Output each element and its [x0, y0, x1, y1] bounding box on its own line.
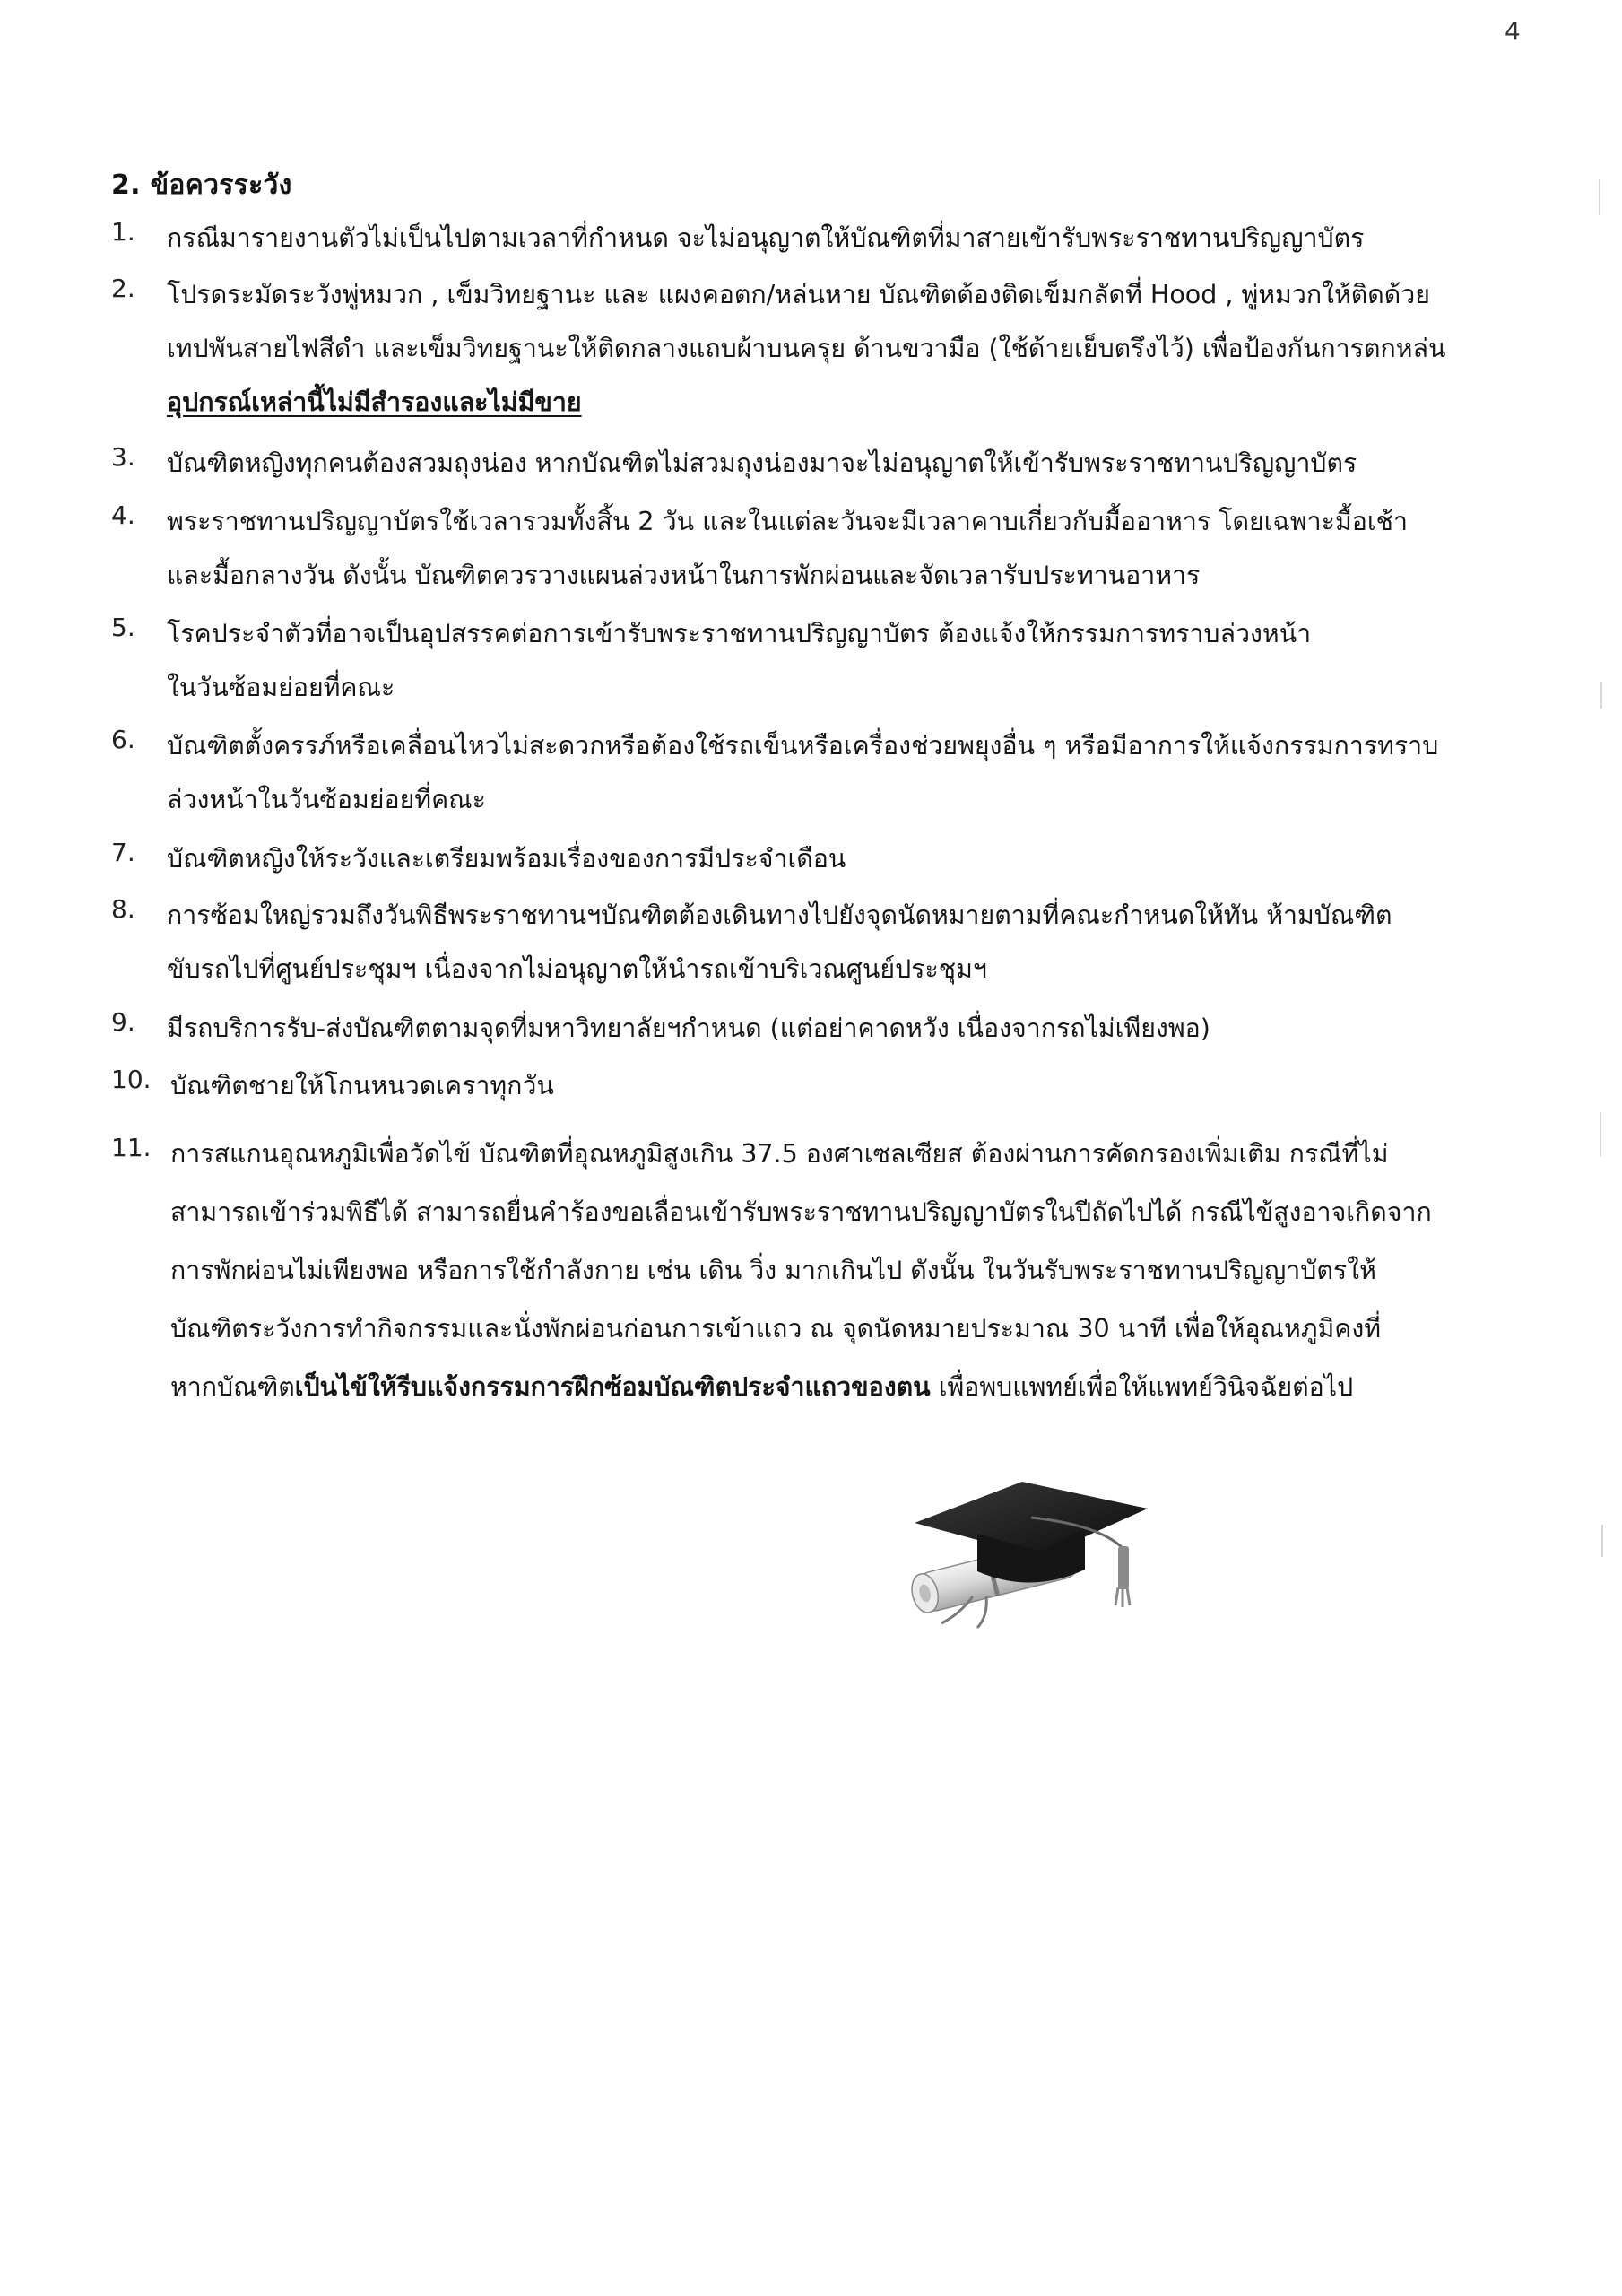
- item-text-pre: หากบัณฑิต: [170, 1372, 295, 1402]
- item-number: 3.: [111, 442, 135, 472]
- item-number: 11.: [111, 1133, 152, 1162]
- item-number: 1.: [111, 217, 135, 247]
- item-text: บัณฑิตตั้งครรภ์หรือเคลื่อนไหวไม่สะดวกหรือต้องใช้รถเข็นหรือเครื่องช่วยพยุงอื่น ๆ หรือมีอาการให้แจ้งกรรมการทราบ: [167, 731, 1439, 761]
- item-text: พระราชทานปริญญาบัตรใช้เวลารวมทั้งสิ้น 2 วัน และในแต่ละวันจะมีเวลาคาบเกี่ยวกับมื้ออาหาร โดยเฉพาะมื้อเช้า: [167, 507, 1408, 536]
- item-text: โปรดระมัดระวังพู่หมวก , เข็มวิทยฐานะ และ แผงคอตก/หล่นหาย บัณฑิตต้องติดเข็มกลัดที่ Hood , พู่หมวกให้ติดด้วย: [167, 280, 1431, 309]
- fever-report-emphasis: เป็นไข้ให้รีบแจ้งกรรมการฝึกซ้อมบัณฑิตประจำแถวของตน: [294, 1372, 931, 1402]
- item-text: บัณฑิตหญิงให้ระวังและเตรียมพร้อมเรื่องของการมีประจำเดือน: [167, 844, 846, 874]
- item-text: การสแกนอุณหภูมิเพื่อวัดไข้ บัณฑิตที่อุณหภูมิสูงเกิน 37.5 องศาเซลเซียส ต้องผ่านการคัดกรองเพิ่มเติม กรณีที่ไม่: [170, 1139, 1389, 1169]
- item-text: ขับรถไปที่ศูนย์ประชุมฯ เนื่องจากไม่อนุญาตให้นำรถเข้าบริเวณศูนย์ประชุมฯ: [167, 954, 987, 984]
- scan-artifact: [1601, 1525, 1603, 1557]
- item-number: 8.: [111, 894, 135, 924]
- item-text: การซ้อมใหญ่รวมถึงวันพิธีพระราชทานฯบัณฑิตต้องเดินทางไปยังจุดนัดหมายตามที่คณะกำหนดให้ทัน ห้ามบัณฑิต: [167, 900, 1392, 930]
- graduation-cap-diploma-icon: [888, 1471, 1157, 1632]
- item-text: สามารถเข้าร่วมพิธีได้ สามารถยื่นคำร้องขอเลื่อนเข้ารับพระราชทานปริญญาบัตรในปีถัดไปได้ กรณีไข้สูงอาจเกิดจาก: [170, 1197, 1432, 1227]
- item-text: ในวันซ้อมย่อยที่คณะ: [167, 673, 395, 702]
- item-text: ล่วงหน้าในวันซ้อมย่อยที่คณะ: [167, 785, 486, 814]
- item-text: บัณฑิตหญิงทุกคนต้องสวมถุงน่อง หากบัณฑิตไม่สวมถุงน่องมาจะไม่อนุญาตให้เข้ารับพระราชทานปริญญาบัตร: [167, 448, 1357, 478]
- item-number: 9.: [111, 1007, 135, 1037]
- item-text: โรคประจำตัวที่อาจเป็นอุปสรรคต่อการเข้ารับพระราชทานปริญญาบัตร ต้องแจ้งให้กรรมการทราบล่วงหน้า: [167, 619, 1312, 648]
- item-text: และมื้อกลางวัน ดังนั้น บัณฑิตควรวางแผนล่วงหน้าในการพักผ่อนและจัดเวลารับประทานอาหาร: [167, 561, 1201, 590]
- item-number: 10.: [111, 1065, 152, 1094]
- item-text: บัณฑิตระวังการทำกิจกรรมและนั่งพักผ่อนก่อนการเข้าแถว ณ จุดนัดหมายประมาณ 30 นาที เพื่อให้อุณหภูมิคงที่: [170, 1314, 1382, 1344]
- no-spare-notice: อุปกรณ์เหล่านี้ไม่มีสำรองและไม่มีขาย: [167, 387, 582, 417]
- page-number: 4: [1505, 16, 1521, 46]
- item-number: 5.: [111, 613, 135, 642]
- item-text: การพักผ่อนไม่เพียงพอ หรือการใช้กำลังกาย เช่น เดิน วิ่ง มากเกินไป ดังนั้น ในวันรับพระราชทานปริญญาบัตรให้: [170, 1256, 1376, 1285]
- item-number: 2.: [111, 274, 135, 303]
- item-text: บัณฑิตชายให้โกนหนวดเคราทุกวัน: [170, 1071, 554, 1100]
- item-number: 7.: [111, 838, 135, 867]
- item-text: กรณีมารายงานตัวไม่เป็นไปตามเวลาที่กำหนด จะไม่อนุญาตให้บัณฑิตที่มาสายเข้ารับพระราชทานปริญญาบัตร: [167, 223, 1365, 253]
- item-number: 6.: [111, 725, 135, 754]
- scan-artifact: [1600, 682, 1602, 709]
- item-text-last: [170, 1366, 1353, 1407]
- section-title: 2. ข้อควรระวัง: [111, 170, 292, 201]
- item-text: มีรถบริการรับ-ส่งบัณฑิตตามจุดที่มหาวิทยาลัยฯกำหนด (แต่อย่าคาดหวัง เนื่องจากรถไม่เพียงพอ): [167, 1013, 1210, 1043]
- item-number: 4.: [111, 500, 135, 530]
- scan-artifact: [1600, 1112, 1601, 1157]
- item-text: เทปพันสายไฟสีดำ และเข็มวิทยฐานะให้ติดกลางแถบผ้าบนครุย ด้านขวามือ (ใช้ด้ายเย็บตรึงไว้) เพื่อป้องกันการตกหล่น: [167, 334, 1446, 363]
- scan-artifact: [1599, 179, 1600, 215]
- item-text-post: เพื่อพบแพทย์เพื่อให้แพทย์วินิจฉัยต่อไป: [930, 1372, 1354, 1402]
